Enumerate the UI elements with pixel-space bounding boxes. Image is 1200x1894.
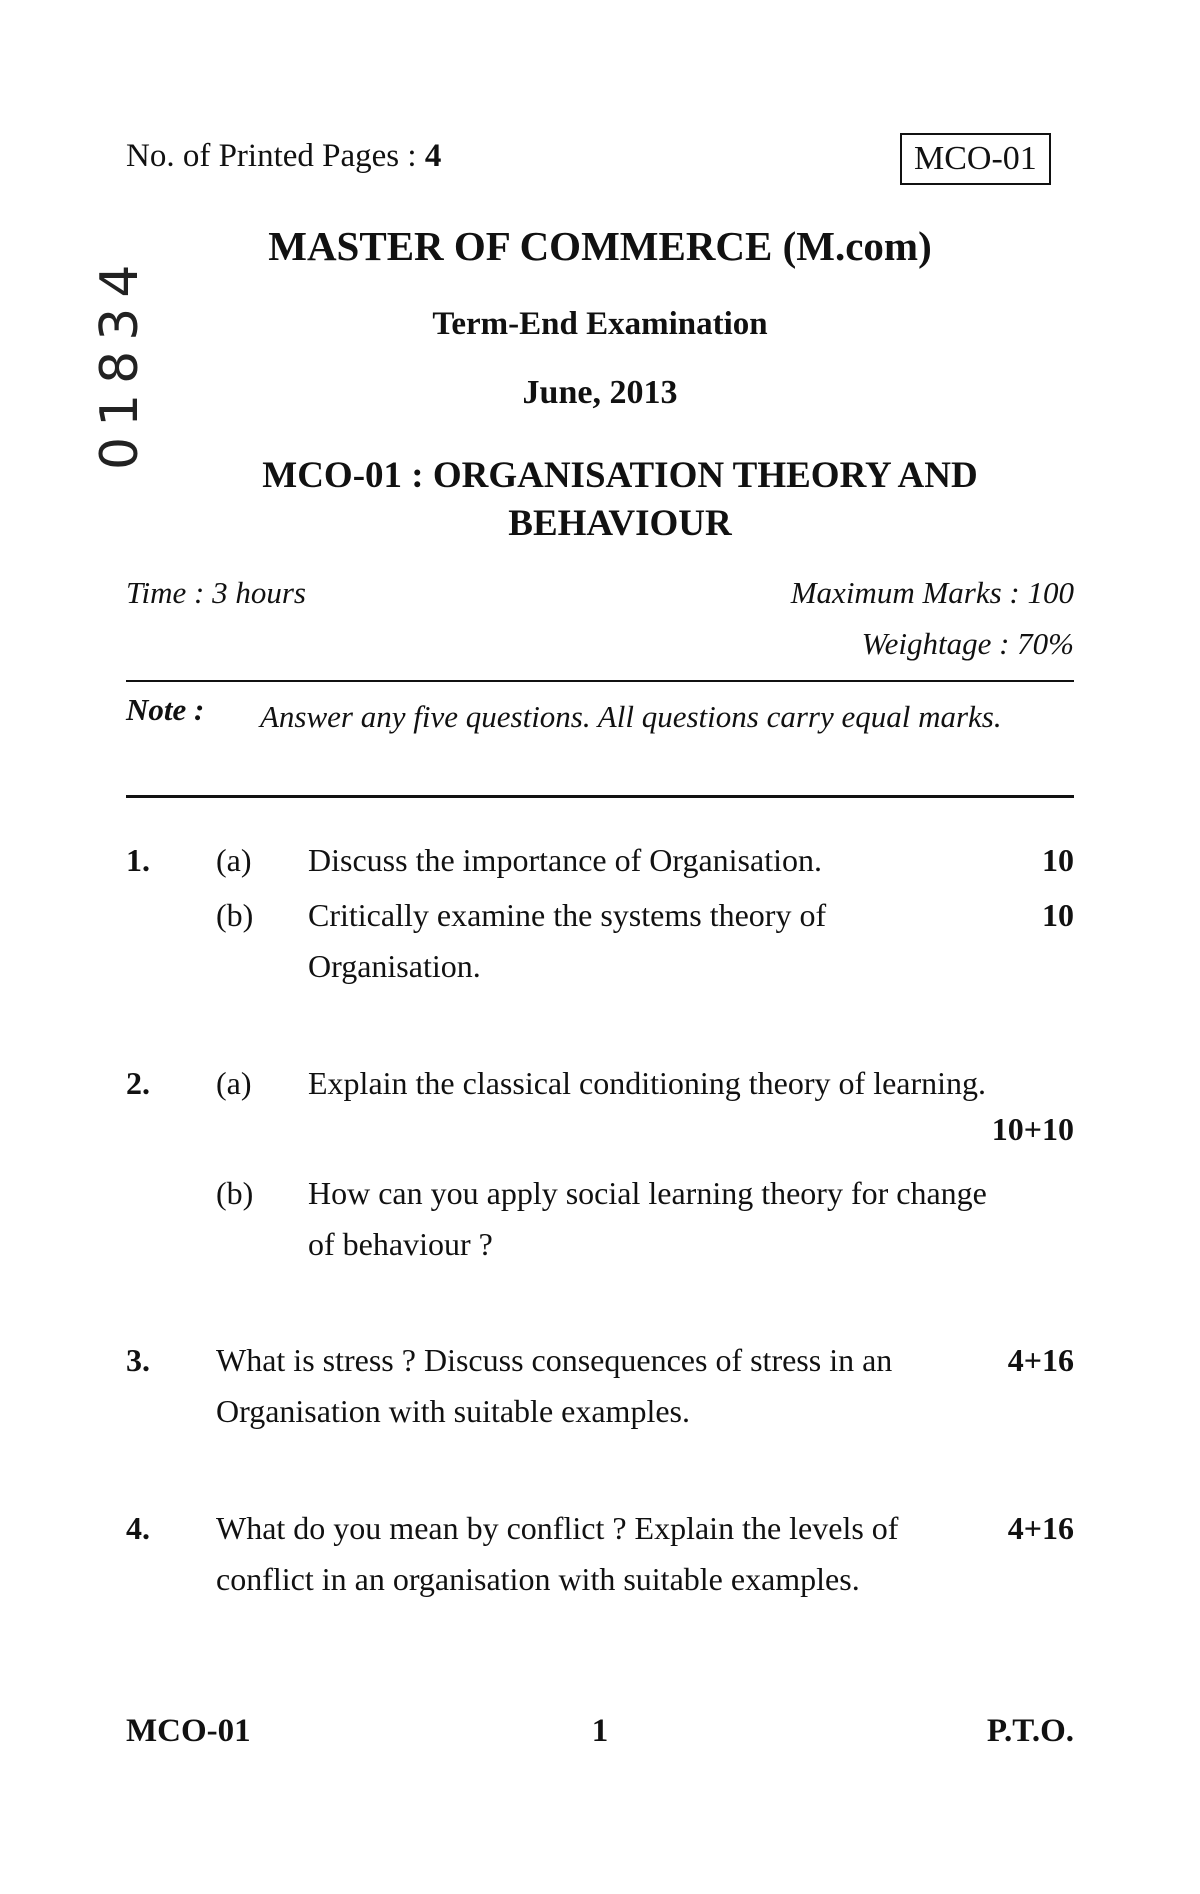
note-label: Note : (126, 692, 205, 727)
part-text: Discuss the importance of Organisation. (308, 842, 822, 878)
maximum-marks: Maximum Marks : 100 (790, 575, 1074, 610)
paper-code-box: MCO-01 (900, 133, 1051, 185)
question-number: 3. (126, 1342, 150, 1378)
exam-title: Term-End Examination (432, 306, 768, 342)
course-title: MCO-01 : ORGANISATION THEORY AND BEHAVIOUR (262, 455, 978, 544)
session-date: June, 2013 (522, 374, 678, 411)
question-marks: 4+16 (1007, 1510, 1074, 1546)
question-number: 2. (126, 1065, 150, 1101)
question-text: What is stress ? Discuss consequences of stress in an Organisation with suitable examples. (216, 1342, 893, 1429)
part-text: How can you apply social learning theory for change of behaviour ? (308, 1175, 987, 1262)
serial-number: 01834 (90, 254, 150, 470)
part-text: Explain the classical conditioning theory of learning. (308, 1065, 987, 1101)
printed-pages (126, 138, 441, 175)
weightage: Weightage : 70% (861, 626, 1074, 661)
note-text: Answer any five questions. All questions carry equal marks. (260, 699, 1002, 734)
time-allowed: Time : 3 hours (126, 575, 306, 610)
divider-top (126, 680, 1074, 682)
question-number: 4. (126, 1510, 150, 1546)
part-label: (b) (216, 897, 254, 933)
question-number: 1. (126, 842, 150, 878)
please-turn-over: P.T.O. (986, 1713, 1074, 1749)
programme-title: MASTER OF COMMERCE (M.com) (268, 223, 932, 269)
footer-code: MCO-01 (126, 1713, 251, 1749)
divider-bottom (126, 795, 1074, 798)
part-label: (a) (216, 1065, 252, 1101)
part-label: (b) (216, 1175, 254, 1211)
part-marks: 10 (1042, 842, 1074, 878)
part-marks: 10 (1042, 897, 1074, 933)
part-label: (a) (216, 842, 252, 878)
printed-pages-value: 4 (424, 138, 442, 174)
printed-pages-label: No. of Printed Pages : (126, 138, 425, 174)
question-marks: 10+10 (991, 1111, 1074, 1147)
question-marks: 4+16 (1007, 1342, 1074, 1378)
question-text: What do you mean by conflict ? Explain the levels of conflict in an organisation with suitable examples. (216, 1510, 899, 1597)
page-number: 1 (591, 1713, 609, 1749)
part-text: Critically examine the systems theory of Organisation. (308, 897, 827, 984)
